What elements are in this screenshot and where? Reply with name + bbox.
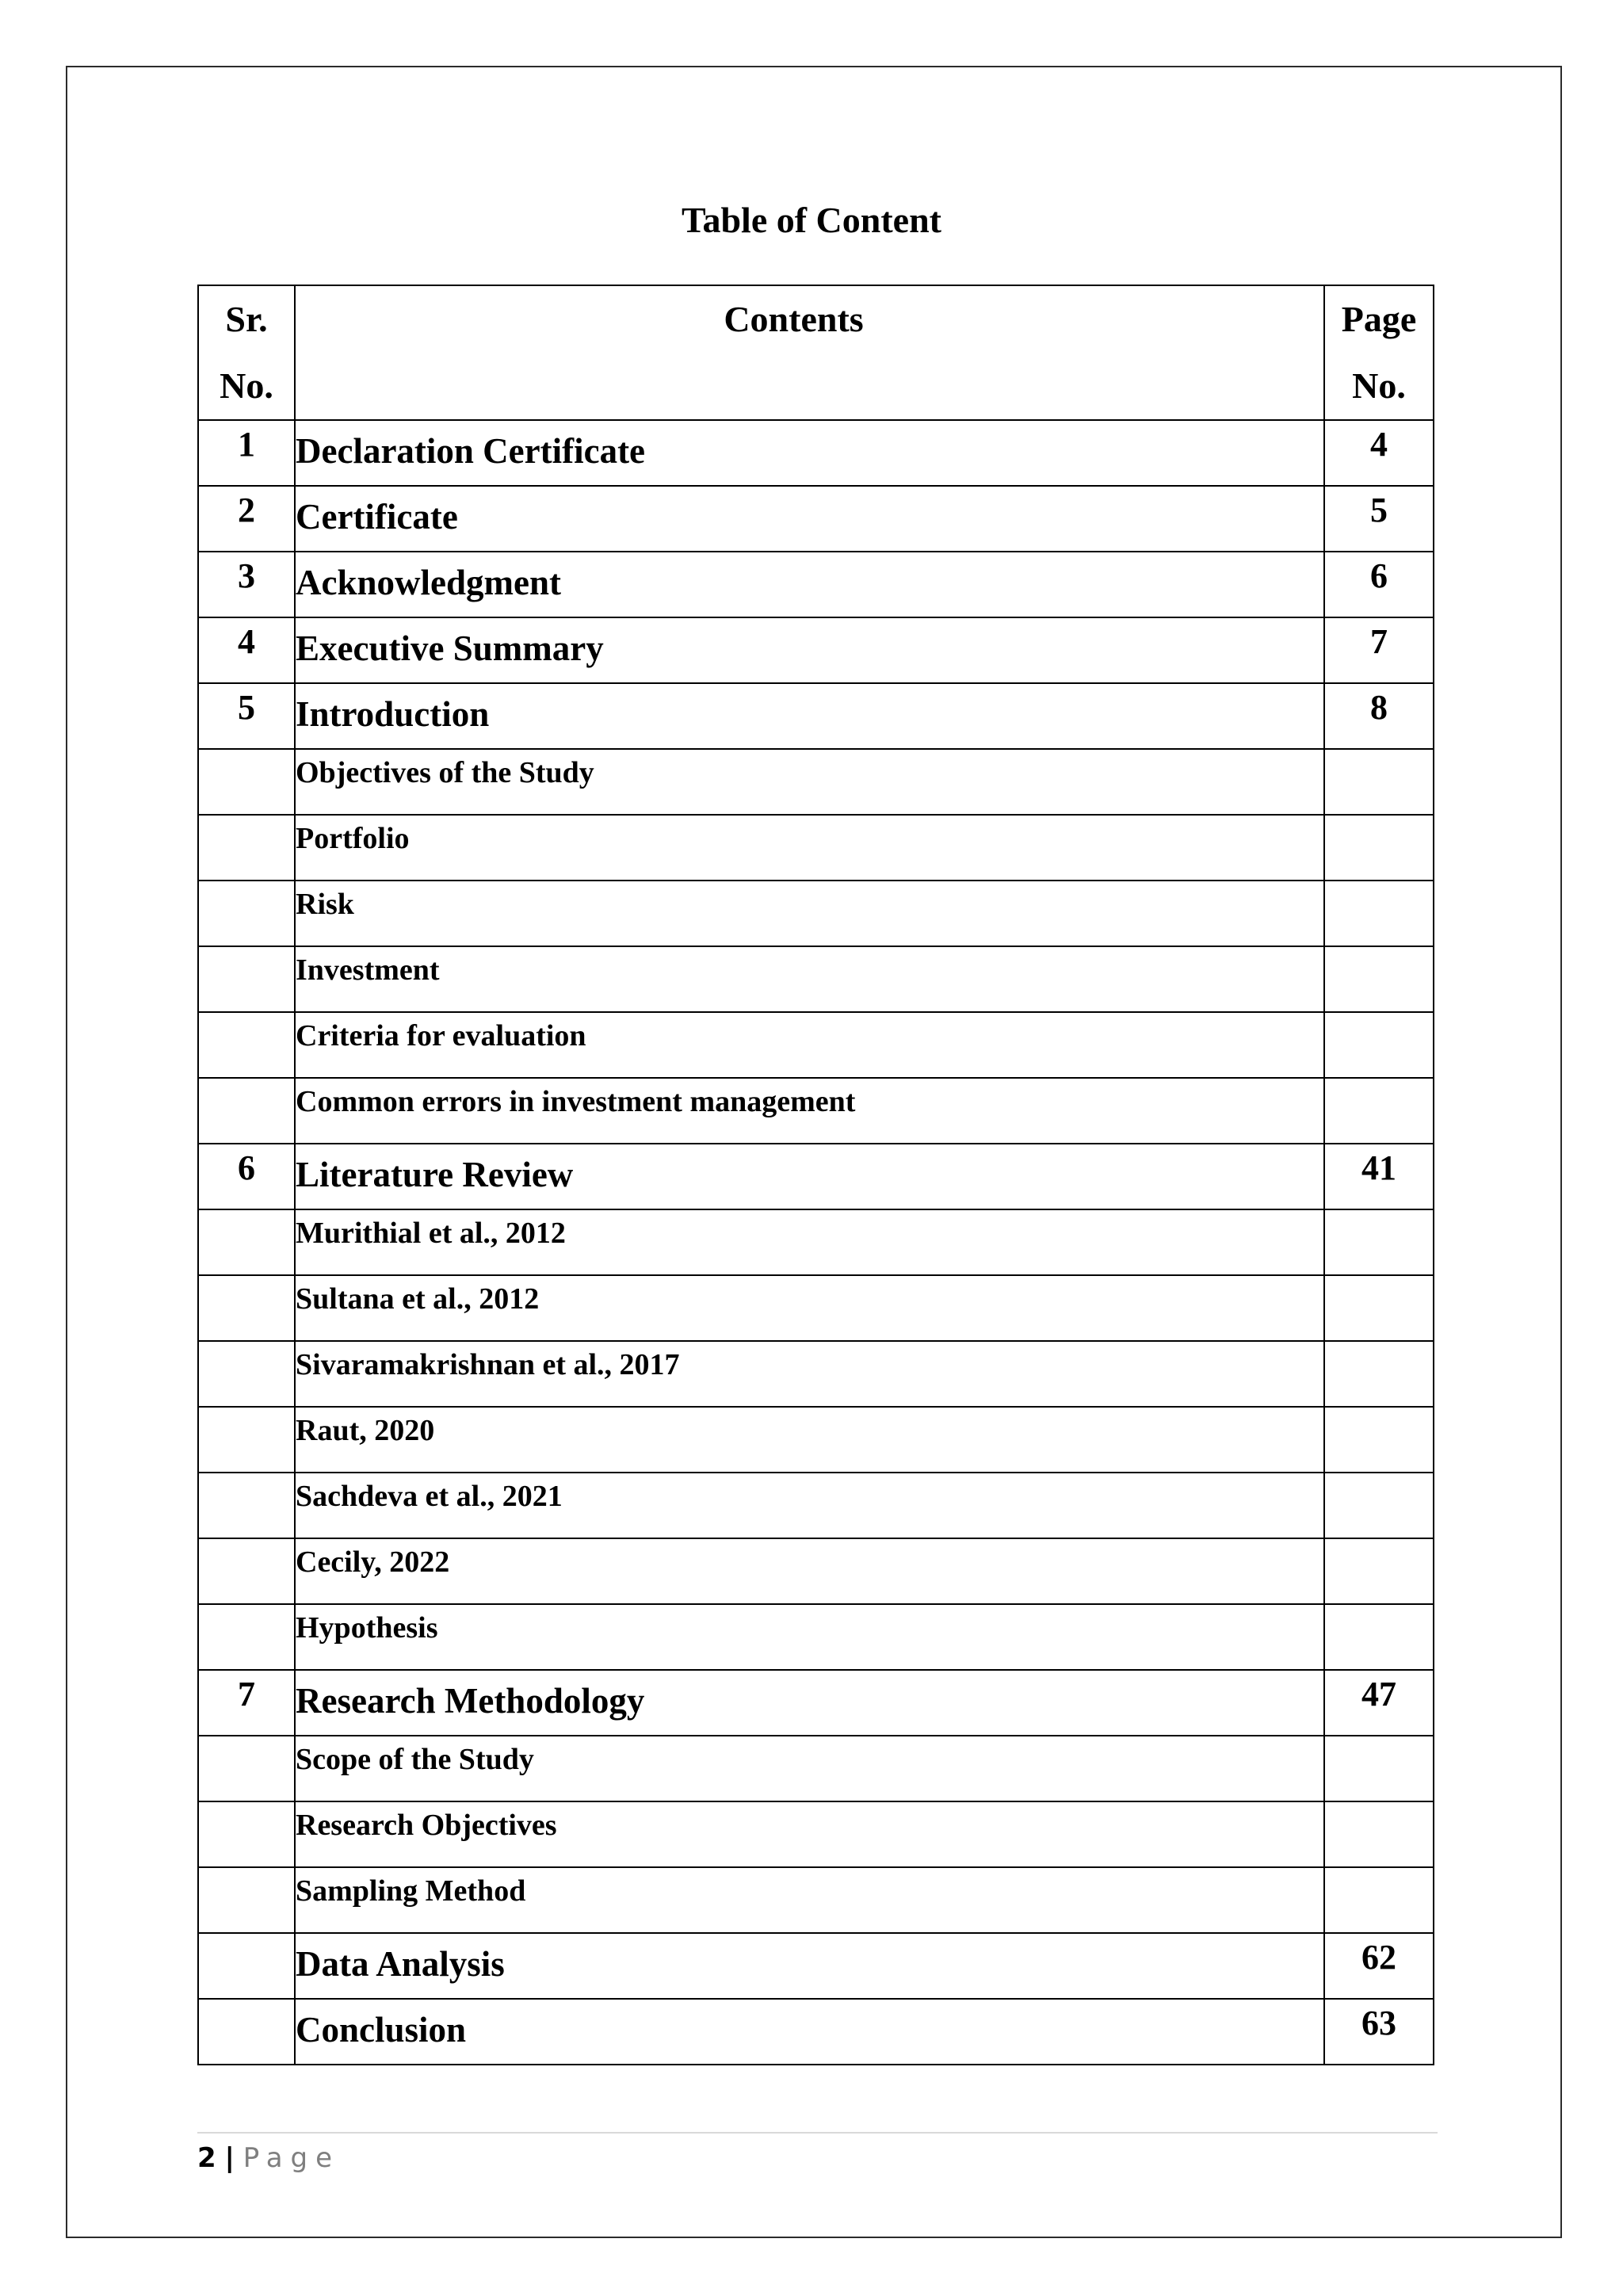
toc-row xyxy=(198,1933,1434,1999)
toc-page-no xyxy=(1324,1078,1434,1144)
toc-row xyxy=(198,1341,1434,1407)
toc-subsection-title: Sachdeva et al., 2021 xyxy=(295,1473,1324,1538)
toc-page-no: 62 xyxy=(1324,1933,1434,1999)
toc-subsection-title: Common errors in investment management xyxy=(295,1078,1324,1144)
toc-sr-no xyxy=(198,1933,295,1999)
toc-sr-no xyxy=(198,881,295,946)
toc-sr-no xyxy=(198,1275,295,1341)
toc-page-no xyxy=(1324,1538,1434,1604)
toc-table xyxy=(197,285,1434,2065)
toc-subsection-title: Risk xyxy=(295,881,1324,946)
toc-section-title: Conclusion xyxy=(295,1999,1324,2065)
toc-row xyxy=(198,881,1434,946)
toc-body xyxy=(198,420,1434,2065)
toc-row xyxy=(198,1144,1434,1209)
toc-page-no xyxy=(1324,1801,1434,1867)
toc-subsection-title: Research Objectives xyxy=(295,1801,1324,1867)
toc-sr-no: 5 xyxy=(198,683,295,749)
toc-subsection-title: Investment xyxy=(295,946,1324,1012)
toc-row xyxy=(198,1604,1434,1670)
toc-sr-no xyxy=(198,1473,295,1538)
toc-subsection-title: Raut, 2020 xyxy=(295,1407,1324,1473)
page-footer xyxy=(197,2138,340,2178)
toc-sr-no xyxy=(198,1604,295,1670)
toc-section-title: Declaration Certificate xyxy=(295,420,1324,486)
toc-subsection-title: Hypothesis xyxy=(295,1604,1324,1670)
toc-sr-no: 1 xyxy=(198,420,295,486)
toc-subsection-title: Portfolio xyxy=(295,815,1324,881)
toc-subsection-title: Scope of the Study xyxy=(295,1736,1324,1801)
toc-sr-no xyxy=(198,815,295,881)
toc-row xyxy=(198,617,1434,683)
toc-row xyxy=(198,552,1434,617)
toc-row xyxy=(198,1736,1434,1801)
toc-sr-no: 6 xyxy=(198,1144,295,1209)
toc-page-no xyxy=(1324,946,1434,1012)
toc-section-title: Certificate xyxy=(295,486,1324,552)
header-contents: Contents xyxy=(295,285,1324,420)
toc-page-no xyxy=(1324,1209,1434,1275)
toc-row xyxy=(198,1538,1434,1604)
toc-sr-no: 4 xyxy=(198,617,295,683)
toc-row xyxy=(198,1867,1434,1933)
toc-subsection-title: Murithial et al., 2012 xyxy=(295,1209,1324,1275)
toc-row xyxy=(198,1670,1434,1736)
toc-row xyxy=(198,1209,1434,1275)
toc-sr-no xyxy=(198,749,295,815)
toc-section-title: Literature Review xyxy=(295,1144,1324,1209)
toc-row xyxy=(198,749,1434,815)
toc-page-no xyxy=(1324,1473,1434,1538)
toc-row xyxy=(198,946,1434,1012)
toc-page-no xyxy=(1324,1736,1434,1801)
footer-separator: | xyxy=(224,2142,235,2174)
toc-row xyxy=(198,1275,1434,1341)
toc-page-no: 41 xyxy=(1324,1144,1434,1209)
toc-sr-no: 3 xyxy=(198,552,295,617)
toc-page-no xyxy=(1324,1407,1434,1473)
toc-section-title: Data Analysis xyxy=(295,1933,1324,1999)
toc-row xyxy=(198,1999,1434,2065)
toc-sr-no xyxy=(198,946,295,1012)
toc-section-title: Introduction xyxy=(295,683,1324,749)
header-page-label: Page No. xyxy=(1341,299,1417,406)
page-title: Table of Content xyxy=(682,200,941,240)
toc-section-title: Acknowledgment xyxy=(295,552,1324,617)
toc-row xyxy=(198,1801,1434,1867)
header-page-no xyxy=(1324,285,1434,420)
toc-sr-no: 2 xyxy=(198,486,295,552)
toc-sr-no xyxy=(198,1209,295,1275)
toc-page-no xyxy=(1324,815,1434,881)
toc-subsection-title: Sivaramakrishnan et al., 2017 xyxy=(295,1341,1324,1407)
footer-page-label: Page xyxy=(242,2142,341,2174)
toc-page-no: 63 xyxy=(1324,1999,1434,2065)
toc-sr-no xyxy=(198,1078,295,1144)
toc-page-no xyxy=(1324,1604,1434,1670)
toc-page-no: 4 xyxy=(1324,420,1434,486)
toc-page-no xyxy=(1324,881,1434,946)
toc-row xyxy=(198,1473,1434,1538)
toc-subsection-title: Cecily, 2022 xyxy=(295,1538,1324,1604)
toc-sr-no xyxy=(198,1341,295,1407)
header-sr-no xyxy=(198,285,295,420)
toc-page-no xyxy=(1324,1341,1434,1407)
toc-page-no: 47 xyxy=(1324,1670,1434,1736)
toc-row xyxy=(198,815,1434,881)
toc-section-title: Executive Summary xyxy=(295,617,1324,683)
header-sr-label: Sr. No. xyxy=(220,299,273,406)
toc-sr-no xyxy=(198,1538,295,1604)
toc-row xyxy=(198,1407,1434,1473)
toc-page-no xyxy=(1324,1275,1434,1341)
toc-row xyxy=(198,486,1434,552)
toc-page-no: 7 xyxy=(1324,617,1434,683)
toc-sr-no: 7 xyxy=(198,1670,295,1736)
toc-sr-no xyxy=(198,1407,295,1473)
toc-row xyxy=(198,420,1434,486)
toc-header-row xyxy=(198,285,1434,420)
toc-sr-no xyxy=(198,1867,295,1933)
toc-row xyxy=(198,1078,1434,1144)
toc-row xyxy=(198,1012,1434,1078)
toc-page-no xyxy=(1324,749,1434,815)
toc-row xyxy=(198,683,1434,749)
toc-sr-no xyxy=(198,1012,295,1078)
toc-page-no: 5 xyxy=(1324,486,1434,552)
toc-subsection-title: Criteria for evaluation xyxy=(295,1012,1324,1078)
toc-sr-no xyxy=(198,1801,295,1867)
toc-page-no: 8 xyxy=(1324,683,1434,749)
toc-page-no: 6 xyxy=(1324,552,1434,617)
toc-subsection-title: Sampling Method xyxy=(295,1867,1324,1933)
toc-subsection-title: Objectives of the Study xyxy=(295,749,1324,815)
toc-page-no xyxy=(1324,1012,1434,1078)
footer-divider xyxy=(197,2132,1438,2134)
toc-section-title: Research Methodology xyxy=(295,1670,1324,1736)
footer-page-number: 2 xyxy=(197,2142,216,2174)
toc-sr-no xyxy=(198,1999,295,2065)
toc-sr-no xyxy=(198,1736,295,1801)
toc-subsection-title: Sultana et al., 2012 xyxy=(295,1275,1324,1341)
toc-page-no xyxy=(1324,1867,1434,1933)
